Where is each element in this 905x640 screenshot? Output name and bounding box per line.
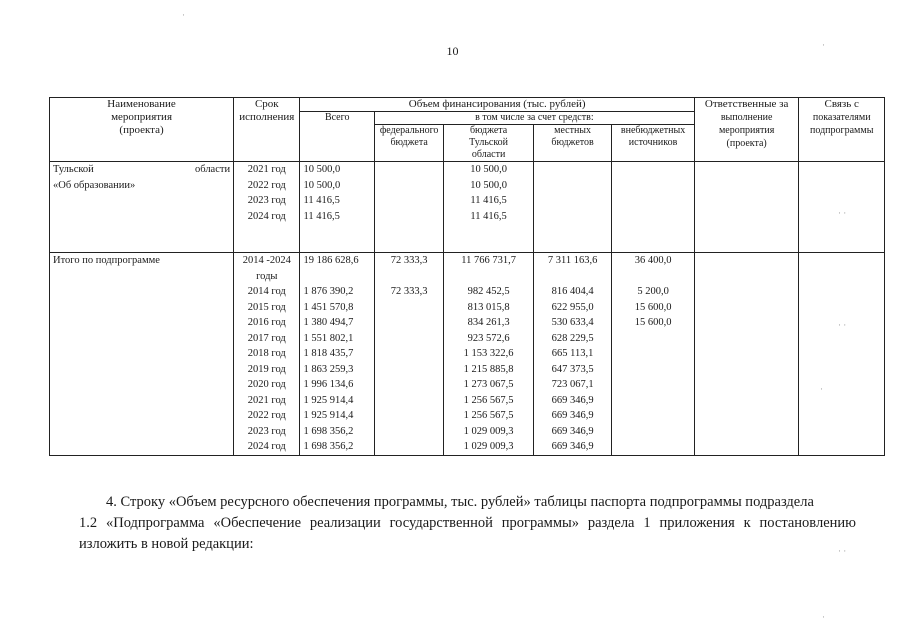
- amendment-paragraph: [79, 492, 856, 555]
- table-row: [50, 162, 885, 253]
- block2-name: Итого по подпрограмме: [50, 253, 234, 456]
- header-extra: внебюджетных источников: [612, 125, 695, 162]
- header-total: Всего: [300, 112, 374, 162]
- block2-regional: 11 766 731,7 982 452,5 813 015,8 834 261,3 923 572,6 1 153 322,6 1 215 885,8 1 273 067,5 1 256 567,5 1 256 567,5 1 029 009,3 1 029 009,3: [444, 253, 534, 456]
- scan-speck: · ·: [838, 320, 847, 330]
- block2-local: 7 311 163,6 816 404,4 622 955,0 530 633,4 628 229,5 665 113,1 647 373,5 723 067,1 669 346,9 669 346,9 669 346,9 669 346,9: [533, 253, 611, 456]
- paragraph-line-1: 4. Строку «Объем ресурсного обеспечения программы, тыс. рублей» таблицы паспорта подпрограммы подраздела: [106, 494, 814, 510]
- header-term: Срок исполнения: [234, 98, 300, 162]
- block1-link: [799, 162, 885, 253]
- header-regional: бюджета Тульской области: [444, 125, 534, 162]
- block2-federal: 72 333,3 72 333,3: [374, 253, 443, 456]
- block1-extra: [612, 162, 695, 253]
- header-local: местных бюджетов: [533, 125, 611, 162]
- block1-years: 2021 год 2022 год 2023 год 2024 год: [234, 162, 300, 253]
- table-row: [50, 253, 885, 456]
- header-volume: Объем финансирования (тыс. рублей): [300, 98, 694, 112]
- paragraph-line-3: изложить в новой редакции:: [79, 536, 254, 552]
- header-federal: федерального бюджета: [374, 125, 443, 162]
- scan-speck: ·: [820, 384, 823, 394]
- paragraph-line-2: 1.2 «Подпрограмма «Обеспечение реализации государственной программы» раздела 1 приложения к постановлению: [79, 515, 856, 531]
- page-number: 10: [446, 44, 459, 58]
- block2-responsible: [694, 253, 799, 456]
- block1-name: Тульской области «Об образовании»: [50, 162, 234, 253]
- header-including: в том числе за счет средств:: [374, 112, 694, 125]
- financing-table: [49, 97, 885, 456]
- block1-local: [533, 162, 611, 253]
- block1-responsible: [694, 162, 799, 253]
- scan-speck: · ·: [838, 546, 847, 556]
- block2-link: [799, 253, 885, 456]
- scan-speck: ·: [182, 10, 185, 20]
- header-responsible: Ответственные за выполнение мероприятия (проекта): [694, 98, 799, 162]
- block2-total: 19 186 628,6 1 876 390,2 1 451 570,8 1 380 494,7 1 551 802,1 1 818 435,7 1 863 259,3 1 996 134,6 1 925 914,4 1 925 914,4 1 698 356,2 1 698 356,2: [300, 253, 374, 456]
- header-link: Связь с показателями подпрограммы: [799, 98, 885, 162]
- block2-extra: 36 400,0 5 200,0 15 600,0 15 600,0: [612, 253, 695, 456]
- scan-speck: · ·: [838, 208, 847, 218]
- block1-federal: [374, 162, 443, 253]
- scan-speck: ·: [822, 40, 825, 50]
- block1-total: 10 500,0 10 500,0 11 416,5 11 416,5: [300, 162, 374, 253]
- header-name: Наименование мероприятия (проекта): [50, 98, 234, 162]
- scan-speck: ·: [822, 612, 825, 622]
- block2-years: 2014 -2024 годы 2014 год 2015 год 2016 год 2017 год 2018 год 2019 год 2020 год 2021 год 2022 год 2023 год 2024 год: [234, 253, 300, 456]
- block1-regional: 10 500,0 10 500,0 11 416,5 11 416,5: [444, 162, 534, 253]
